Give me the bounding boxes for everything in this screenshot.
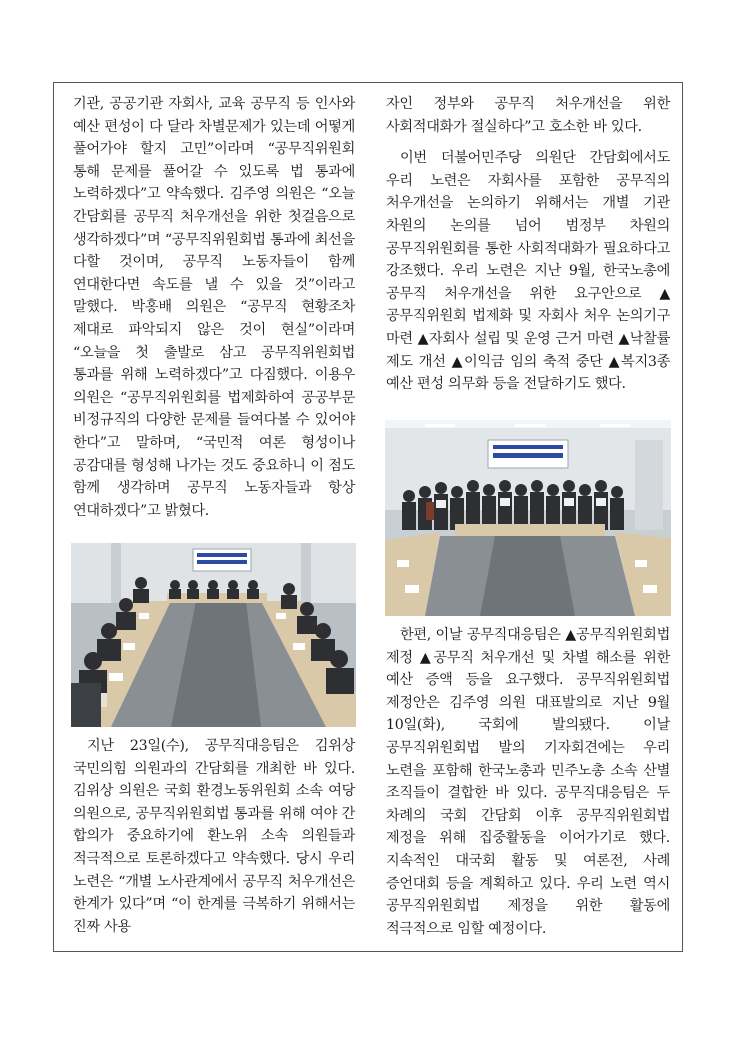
left-column-bottom: [73, 735, 355, 938]
left-bottom-paragraph: 지난 23일(수), 공무직대응팀은 김위상 국민의힘 의원과의 간담회를 개최한 바 있다. 김위상 의원은 국회 환경노동위원회 소속 여당 의원으로, 공무직위원회법 통과를 위해 여야 간 합의가 중요하기에 환노위 소속 의원들과 적극적으로 토론하겠다고 약속했다. 당시 우리 노련은 “개별 노사관계에서 공무직 처우개선은 한계가 있다”며 “이 한계를 극복하기 위해서는 진짜 사용: [73, 738, 355, 935]
right-bottom-paragraph: 한편, 이날 공무직대응팀은 ▲공무직위원회법 제정 ▲공무직 처우개선 및 차별 해소를 위한 예산 증액 등을 요구했다. 공무직위원회법 제정안은 김주영 의원 대표발의로 지난 9월 10일(화), 국회에 발의됐다. 이날 공무직위원회법 발의 기자회견에는 우리 노련을 포함해 한국노총과 민주노총 소속 산별 조직들이 결합한 바 있다. 공무직대응팀은 두 차례의 국회 간담회 이후 공무직위원회법 제정을 위해 집중활동을 이어가기로 했다. 지속적인 대국회 활동 및 여론전, 사례 증언대회 등을 계획하고 있다. 우리 노련 역시 공무직위원회법 제정을 위한 활동에 적극적으로 임할 예정이다.: [386, 627, 670, 937]
right-column-bottom: [386, 624, 670, 940]
right-column-top: [386, 93, 670, 396]
meeting-photo-left-image: [71, 543, 356, 727]
left-top-paragraph: 기관, 공공기관 자회사, 교육 공무직 등 인사와 예산 편성이 다 달라 차별문제가 있는데 어떻게 풀어가야 할지 고민”이라며 “공무직위원회 통해 문제를 풀어갈 수 있도록 법 통과에 노력하겠다”고 약속했다. 김주영 의원은 “오늘 간담회를 공무직 처우개선을 위한 첫걸음으로 생각하겠다”며 “공무직위원회법 통과에 최선을 다할 것이며, 공무직 노동자들이 함께 연대한다면 속도를 낼 수 있을 것”이라고 말했다. 박홍배 의원은 “공무직 현황조차 제대로 파악되지 않은 것이 현실”이라며 “오늘을 첫 출발로 삼고 공무직위원회법 통과를 위해 노력하겠다”고 다짐했다. 이용우 의원은 “공무직위원회를 법제화하여 공공부문 비정규직의 다양한 문제를 들여다볼 수 있어야 한다”고 말하며, “국민적 여론 형성이나 공감대를 형성해 나가는 것도 중요하니 이 점도 함께 생각하며 공무직 노동자들과 항상 연대하겠다”고 밝혔다.: [73, 96, 355, 519]
right-top-paragraph-2: 이번 더불어민주당 의원단 간담회에서도 우리 노련은 자회사를 포함한 공무직의 처우개선을 논의하기 위해서는 개별 기관 차원의 논의를 넘어 범정부 차원의 공무직위원회를 통한 사회적대화가 필요하다고 강조했다. 우리 노련은 지난 9월, 한국노총에 공무직 처우개선을 위한 요구안으로 ▲공무직위원회 법제화 및 자회사 처우 논의기구 마련 ▲자회사 설립 및 운영 근거 마련 ▲낙찰률 제도 개선 ▲이익금 임의 축적 중단 ▲복지3종 예산 편성 의무화 등을 전달하기도 했다.: [386, 150, 670, 393]
left-column-top: [73, 93, 355, 522]
group-photo-right: [385, 420, 671, 616]
right-top-paragraph-1: 자인 정부와 공무직 처우개선을 위한 사회적대화가 절실하다”고 호소한 바 있다.: [386, 96, 670, 135]
meeting-photo-left: [71, 543, 356, 727]
group-photo-right-image: [385, 420, 671, 616]
